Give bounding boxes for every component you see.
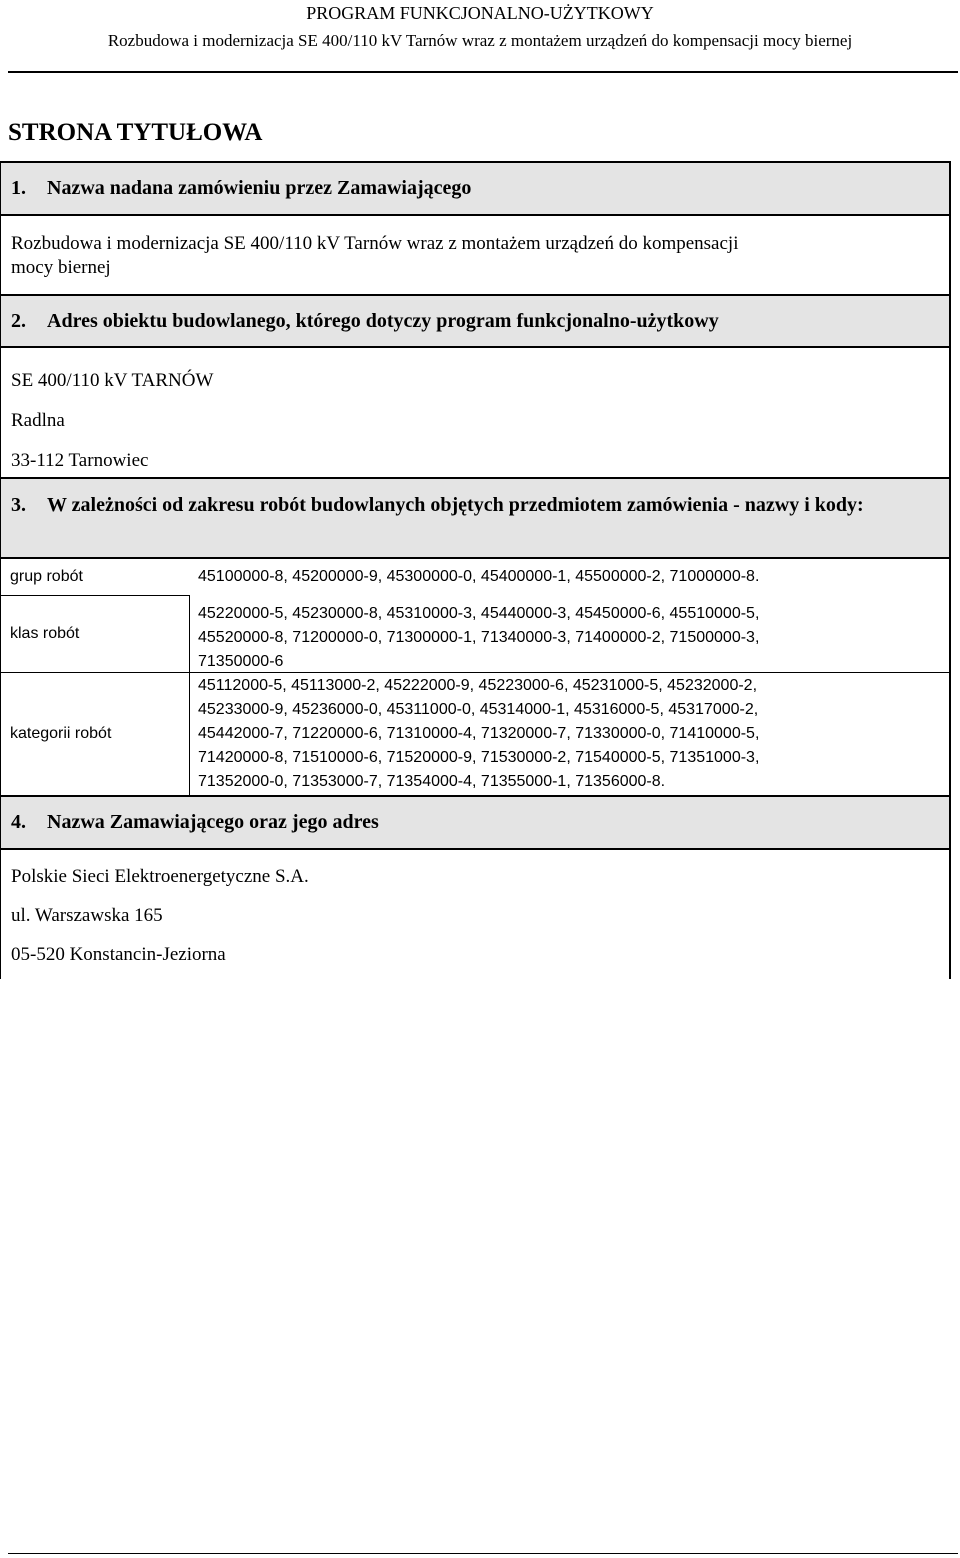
code-line: 45112000-5, 45113000-2, 45222000-9, 45223000-6, 45231000-5, 45232000-2, [198,677,758,694]
codes-row-label: klas robót [1,596,190,672]
codes-row-value [190,674,950,794]
header-subtitle: Rozbudowa i modernizacja SE 400/110 kV Tarnów wraz z montażem urządzeń do kompensacji mocy biernej [107,31,853,50]
section-3-number: 3. [11,494,26,516]
section-4-number: 4. [11,811,26,833]
section-3-header [0,477,951,557]
section-1-line: Rozbudowa i modernizacja SE 400/110 kV Tarnów wraz z montażem urządzeń do kompensacji [11,233,739,254]
section-1-header [0,161,951,214]
code-line: 45220000-5, 45230000-8, 45310000-3, 45440000-3, 45450000-6, 45510000-5, [198,605,760,622]
address-line: 33-112 Tarnowiec [11,450,149,471]
section-1-line: mocy biernej [11,257,111,278]
header-title: PROGRAM FUNKCJONALNO-UŻYTKOWY [306,3,654,23]
header-divider [8,71,958,73]
footer-divider [8,1553,958,1554]
title-page-form [0,161,951,979]
code-line: 45233000-9, 45236000-0, 45311000-0, 45314000-1, 45316000-5, 45317000-2, [198,701,759,718]
section-1-number: 1. [11,177,26,199]
code-line: 71352000-0, 71353000-7, 71354000-4, 71355000-1, 71356000-8. [198,773,666,790]
codes-table [0,557,951,795]
code-line: 71420000-8, 71510000-6, 71520000-9, 71530000-2, 71540000-5, 71351000-3, [198,749,760,766]
code-line: 45442000-7, 71220000-6, 71310000-4, 71320000-7, 71330000-0, 71410000-5, [198,725,760,742]
section-3-title: W zależności od zakresu robót budowlanych objętych przedmiotem zamówienia - nazwy i kody: [47,494,864,516]
contracting-party-line: 05-520 Konstancin-Jeziorna [11,944,226,965]
page-title: STRONA TYTUŁOWA [8,119,263,146]
code-line: 71350000-6 [198,653,284,670]
code-line: 45100000-8, 45200000-9, 45300000-0, 45400000-1, 45500000-2, 71000000-8. [198,568,760,585]
contracting-party-line: ul. Warszawska 165 [11,905,163,926]
section-4-header [0,795,951,848]
address-line: SE 400/110 kV TARNÓW [11,370,214,391]
section-2-title: Adres obiektu budowlanego, którego dotyczy program funkcjonalno-użytkowy [47,309,719,332]
section-1-title: Nazwa nadana zamówieniu przez Zamawiającego [47,177,472,199]
row-divider [190,672,950,673]
section-2-header [0,294,951,346]
codes-row-value [190,602,950,674]
section-2-body [0,346,951,477]
section-4-body [0,848,951,979]
contracting-party-line: Polskie Sieci Elektroenergetyczne S.A. [11,866,309,887]
code-line: 45520000-8, 71200000-0, 71300000-1, 71340000-3, 71400000-2, 71500000-3, [198,629,760,646]
section-1-body [0,214,951,294]
codes-row-label: kategorii robót [1,673,190,795]
codes-row-value [190,565,950,589]
address-line: Radlna [11,410,65,431]
codes-row-label: grup robót [10,568,83,585]
section-2-number: 2. [11,309,26,332]
section-4-title: Nazwa Zamawiającego oraz jego adres [47,811,379,833]
